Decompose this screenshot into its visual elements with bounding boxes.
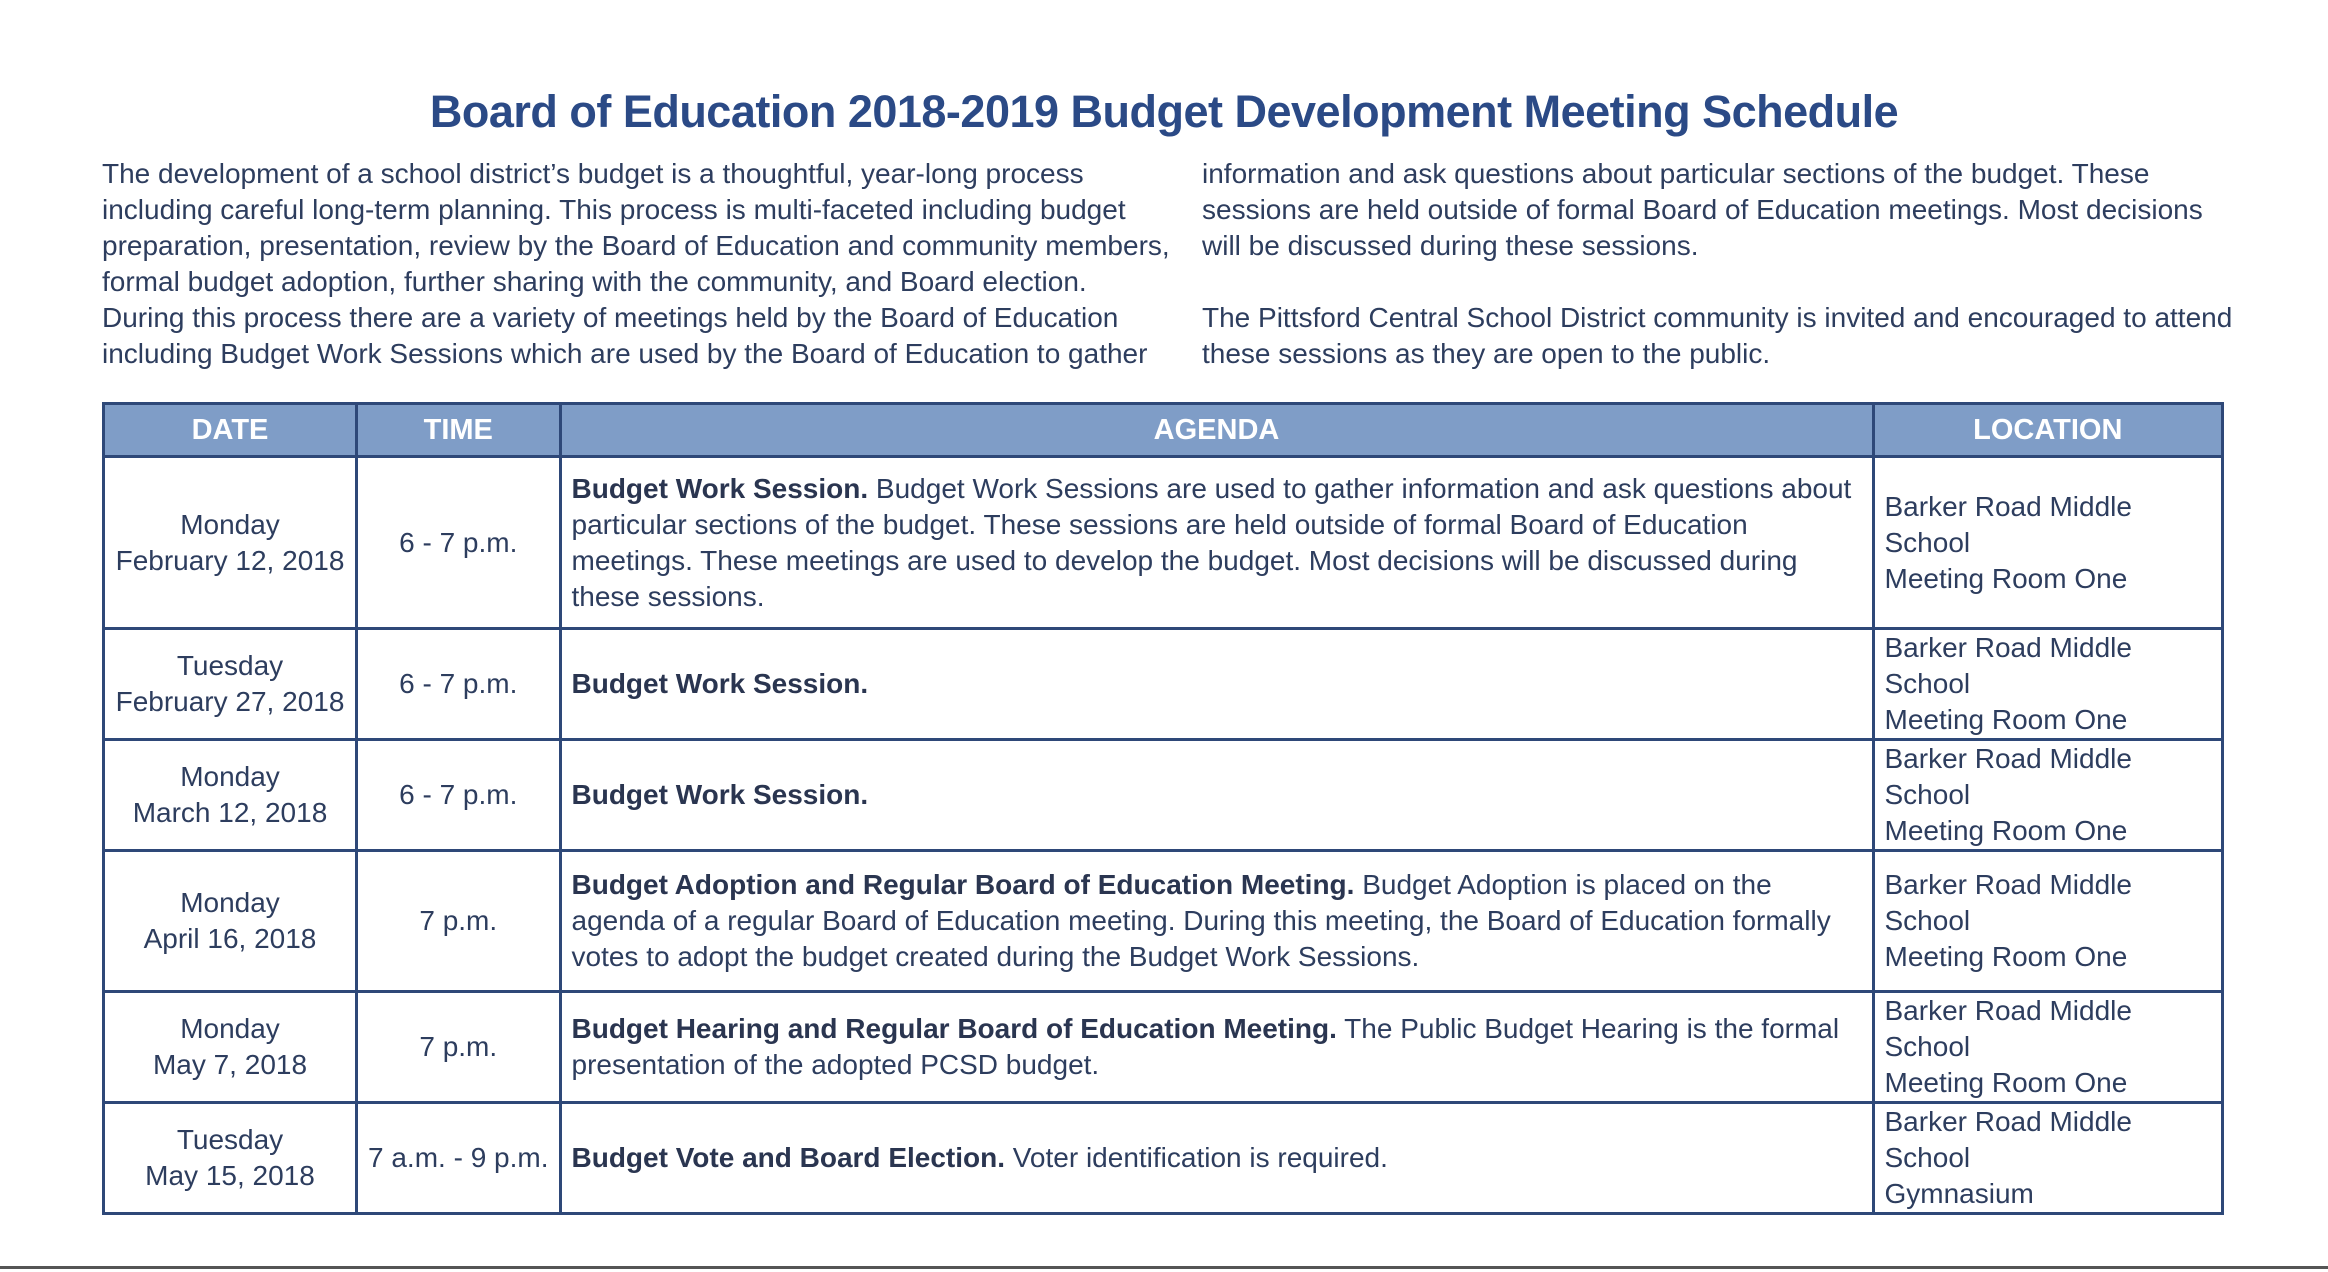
agenda-title: Budget Vote and Board Election. bbox=[571, 1142, 1006, 1173]
intro-left-column bbox=[102, 156, 1172, 372]
agenda-cell bbox=[560, 629, 1873, 740]
location-cell bbox=[1873, 992, 2223, 1103]
agenda-cell bbox=[560, 740, 1873, 851]
agenda-cell bbox=[560, 851, 1873, 992]
location-cell bbox=[1873, 851, 2223, 992]
day-of-week: Monday bbox=[180, 761, 280, 792]
agenda-description: Budget Work Sessions are used to gather information and ask questions about particular sections of the budget. These sessions are held outside of formal Board of Education meetings. These meetings are used to develop the budget. Most decisions will be discussed during these sessions. bbox=[571, 472, 1852, 612]
location-cell bbox=[1873, 740, 2223, 851]
table-row bbox=[104, 740, 2223, 851]
location-room: Meeting Room One bbox=[1884, 1067, 2128, 1098]
table-row bbox=[104, 629, 2223, 740]
time-cell: 7 p.m. bbox=[357, 851, 561, 992]
date-cell bbox=[104, 457, 357, 629]
location-building: Barker Road Middle School bbox=[1884, 743, 2132, 810]
location-cell bbox=[1873, 1103, 2223, 1214]
intro-right-column bbox=[1202, 156, 2242, 372]
location-cell bbox=[1873, 457, 2223, 629]
intro-invitation-paragraph: The Pittsford Central School District community is invited and encouraged to attend these sessions as they are open to the public. bbox=[1202, 302, 2233, 369]
agenda-cell bbox=[560, 992, 1873, 1103]
location-room: Gymnasium bbox=[1884, 1178, 2034, 1209]
page-title: Board of Education 2018-2019 Budget Development Meeting Schedule bbox=[429, 86, 1899, 137]
table-header-row bbox=[104, 404, 2223, 457]
meeting-date: February 27, 2018 bbox=[115, 686, 345, 717]
date-cell bbox=[104, 740, 357, 851]
agenda-cell bbox=[560, 1103, 1873, 1214]
time-cell: 7 p.m. bbox=[357, 992, 561, 1103]
intro-paragraph-continued: information and ask questions about particular sections of the budget. These sessions are held outside of formal Board of Education meetings. Most decisions will be discussed during these sessions. bbox=[1202, 158, 2203, 261]
time-cell: 6 - 7 p.m. bbox=[357, 457, 561, 629]
agenda-title: Budget Work Session. bbox=[571, 668, 869, 699]
location-cell bbox=[1873, 629, 2223, 740]
meeting-date: April 16, 2018 bbox=[143, 923, 317, 954]
location-room: Meeting Room One bbox=[1884, 562, 2128, 594]
date-cell bbox=[104, 1103, 357, 1214]
intro-paragraph: The development of a school district’s budget is a thoughtful, year-long process including careful long-term planning. This process is multi-faceted including budget preparation, presentation, review by the Board of Education and community members, formal budget adoption, further sharing with the community, and Board election. During this process there are a variety of meetings held by the Board of Education including Budget Work Sessions which are used by the Board of Education to gather bbox=[102, 158, 1170, 369]
day-of-week: Monday bbox=[180, 1013, 280, 1044]
date-cell bbox=[104, 629, 357, 740]
agenda-description: Voter identification is required. bbox=[1005, 1142, 1388, 1173]
bottom-edge-divider bbox=[0, 1266, 2328, 1269]
agenda-title: Budget Work Session. bbox=[571, 779, 869, 810]
table-row bbox=[104, 851, 2223, 992]
agenda-cell bbox=[560, 457, 1873, 629]
day-of-week: Tuesday bbox=[176, 1124, 284, 1155]
header-time: TIME bbox=[357, 404, 561, 457]
day-of-week: Monday bbox=[180, 887, 280, 918]
date-cell bbox=[104, 851, 357, 992]
meeting-date: February 12, 2018 bbox=[115, 544, 345, 576]
location-room: Meeting Room One bbox=[1884, 704, 2128, 735]
header-agenda: AGENDA bbox=[560, 404, 1873, 457]
location-building: Barker Road Middle School bbox=[1884, 995, 2132, 1062]
table-row bbox=[104, 457, 2223, 629]
location-building: Barker Road Middle School bbox=[1884, 869, 2132, 936]
header-date: DATE bbox=[104, 404, 357, 457]
meeting-date: May 7, 2018 bbox=[152, 1049, 308, 1080]
location-building: Barker Road Middle School bbox=[1884, 632, 2132, 699]
location-room: Meeting Room One bbox=[1884, 815, 2128, 846]
time-cell: 6 - 7 p.m. bbox=[357, 629, 561, 740]
day-of-week: Tuesday bbox=[176, 650, 284, 681]
agenda-title: Budget Adoption and Regular Board of Education Meeting. bbox=[571, 869, 1355, 900]
time-cell: 6 - 7 p.m. bbox=[357, 740, 561, 851]
meeting-schedule-table bbox=[102, 402, 2224, 1215]
header-location: LOCATION bbox=[1873, 404, 2223, 457]
agenda-title: Budget Work Session. bbox=[571, 472, 869, 504]
table-row bbox=[104, 992, 2223, 1103]
day-of-week: Monday bbox=[180, 508, 280, 540]
meeting-date: May 15, 2018 bbox=[145, 1160, 315, 1191]
agenda-description: Budget Adoption is placed on the agenda of a regular Board of Education meeting. During this meeting, the Board of Education formally votes to adopt the budget created during the Budget Work Sessions. bbox=[571, 869, 1831, 972]
agenda-title: Budget Hearing and Regular Board of Education Meeting. bbox=[571, 1013, 1337, 1044]
date-cell bbox=[104, 992, 357, 1103]
location-room: Meeting Room One bbox=[1884, 941, 2128, 972]
time-cell: 7 a.m. - 9 p.m. bbox=[357, 1103, 561, 1214]
location-building: Barker Road Middle School bbox=[1884, 1106, 2132, 1173]
table-row bbox=[104, 1103, 2223, 1214]
agenda-description: The Public Budget Hearing is the formal presentation of the adopted PCSD budget. bbox=[571, 1013, 1840, 1080]
location-building: Barker Road Middle School bbox=[1884, 490, 2132, 558]
meeting-date: March 12, 2018 bbox=[132, 797, 328, 828]
